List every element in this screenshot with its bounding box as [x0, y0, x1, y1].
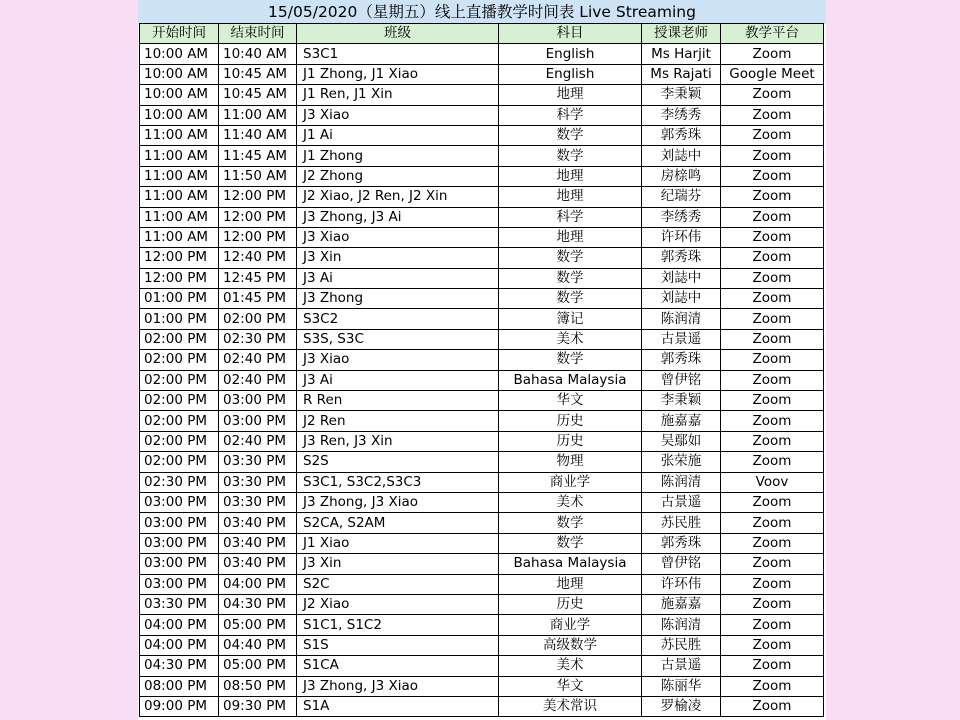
table-row — [140, 125, 824, 145]
platform-cell: Zoom — [721, 574, 824, 594]
header-end-time: 结束时间 — [219, 24, 297, 44]
teacher-cell: 李绣秀 — [642, 105, 721, 125]
table-row — [140, 594, 824, 614]
subject-cell: 华文 — [499, 391, 642, 411]
platform-cell: Voov — [721, 472, 824, 492]
platform-cell: Zoom — [721, 227, 824, 247]
teacher-cell: 房榇鸣 — [642, 166, 721, 186]
table-row — [140, 350, 824, 370]
end-time-cell: 05:00 PM — [219, 615, 297, 635]
end-time-cell: 02:40 PM — [219, 350, 297, 370]
end-time-cell: 09:30 PM — [219, 696, 297, 716]
table-row — [140, 533, 824, 553]
class-cell: J3 Ai — [297, 370, 499, 390]
platform-cell: Zoom — [721, 187, 824, 207]
teacher-cell: Ms Rajati — [642, 64, 721, 84]
teacher-cell: Ms Harjit — [642, 44, 721, 64]
schedule-body — [140, 44, 824, 717]
end-time-cell: 11:45 AM — [219, 146, 297, 166]
subject-cell: 数学 — [499, 268, 642, 288]
end-time-cell: 10:40 AM — [219, 44, 297, 64]
subject-cell: 美术常识 — [499, 696, 642, 716]
end-time-cell: 02:00 PM — [219, 309, 297, 329]
class-cell: J3 Ai — [297, 268, 499, 288]
header-subject: 科目 — [499, 24, 642, 44]
start-time-cell: 02:00 PM — [140, 391, 219, 411]
teacher-cell: 刘誌中 — [642, 146, 721, 166]
class-cell: J3 Xiao — [297, 350, 499, 370]
schedule-sheet — [138, 0, 826, 720]
platform-cell: Zoom — [721, 492, 824, 512]
subject-cell: 地理 — [499, 574, 642, 594]
start-time-cell: 11:00 AM — [140, 166, 219, 186]
teacher-cell: 刘誌中 — [642, 289, 721, 309]
start-time-cell: 11:00 AM — [140, 227, 219, 247]
teacher-cell: 李秉颖 — [642, 85, 721, 105]
header-class: 班级 — [297, 24, 499, 44]
class-cell: S3C1 — [297, 44, 499, 64]
table-row — [140, 207, 824, 227]
table-row — [140, 492, 824, 512]
end-time-cell: 03:30 PM — [219, 472, 297, 492]
subject-cell: 数学 — [499, 513, 642, 533]
teacher-cell: 曾伊铭 — [642, 370, 721, 390]
platform-cell: Zoom — [721, 146, 824, 166]
table-row — [140, 166, 824, 186]
platform-cell: Zoom — [721, 594, 824, 614]
end-time-cell: 11:40 AM — [219, 125, 297, 145]
end-time-cell: 12:00 PM — [219, 207, 297, 227]
teacher-cell: 施嘉嘉 — [642, 594, 721, 614]
start-time-cell: 02:30 PM — [140, 472, 219, 492]
table-row — [140, 248, 824, 268]
class-cell: J3 Zhong, J3 Xiao — [297, 492, 499, 512]
start-time-cell: 01:00 PM — [140, 309, 219, 329]
class-cell: S3C1, S3C2,S3C3 — [297, 472, 499, 492]
start-time-cell: 03:30 PM — [140, 594, 219, 614]
platform-cell: Zoom — [721, 452, 824, 472]
class-cell: J2 Ren — [297, 411, 499, 431]
class-cell: J2 Xiao, J2 Ren, J2 Xin — [297, 187, 499, 207]
platform-cell: Google Meet — [721, 64, 824, 84]
platform-cell: Zoom — [721, 411, 824, 431]
table-row — [140, 635, 824, 655]
table-row — [140, 85, 824, 105]
table-row — [140, 187, 824, 207]
class-cell: S2CA, S2AM — [297, 513, 499, 533]
subject-cell: 数学 — [499, 248, 642, 268]
start-time-cell: 09:00 PM — [140, 696, 219, 716]
teacher-cell: 古景遥 — [642, 492, 721, 512]
end-time-cell: 08:50 PM — [219, 676, 297, 696]
subject-cell: 历史 — [499, 411, 642, 431]
table-row — [140, 656, 824, 676]
subject-cell: 数学 — [499, 146, 642, 166]
end-time-cell: 03:40 PM — [219, 554, 297, 574]
teacher-cell: 陈润清 — [642, 472, 721, 492]
platform-cell: Zoom — [721, 635, 824, 655]
end-time-cell: 02:30 PM — [219, 329, 297, 349]
table-row — [140, 431, 824, 451]
subject-cell: Bahasa Malaysia — [499, 370, 642, 390]
schedule-title: 15/05/2020（星期五）线上直播教学时间表 Live Streaming — [138, 0, 826, 24]
teacher-cell: 许环伟 — [642, 227, 721, 247]
platform-cell: Zoom — [721, 615, 824, 635]
teacher-cell: 郭秀珠 — [642, 125, 721, 145]
platform-cell: Zoom — [721, 166, 824, 186]
start-time-cell: 10:00 AM — [140, 85, 219, 105]
subject-cell: 数学 — [499, 125, 642, 145]
teacher-cell: 郭秀珠 — [642, 533, 721, 553]
platform-cell: Zoom — [721, 370, 824, 390]
class-cell: S3S, S3C — [297, 329, 499, 349]
class-cell: J3 Zhong, J3 Xiao — [297, 676, 499, 696]
end-time-cell: 02:40 PM — [219, 431, 297, 451]
table-row — [140, 146, 824, 166]
table-row — [140, 329, 824, 349]
end-time-cell: 11:00 AM — [219, 105, 297, 125]
class-cell: J1 Zhong, J1 Xiao — [297, 64, 499, 84]
subject-cell: 科学 — [499, 207, 642, 227]
end-time-cell: 12:00 PM — [219, 227, 297, 247]
platform-cell: Zoom — [721, 656, 824, 676]
end-time-cell: 04:30 PM — [219, 594, 297, 614]
header-start-time: 开始时间 — [140, 24, 219, 44]
schedule-table — [139, 23, 824, 717]
class-cell: J2 Zhong — [297, 166, 499, 186]
table-row — [140, 472, 824, 492]
start-time-cell: 10:00 AM — [140, 64, 219, 84]
platform-cell: Zoom — [721, 309, 824, 329]
platform-cell: Zoom — [721, 289, 824, 309]
end-time-cell: 12:40 PM — [219, 248, 297, 268]
start-time-cell: 11:00 AM — [140, 125, 219, 145]
platform-cell: Zoom — [721, 125, 824, 145]
platform-cell: Zoom — [721, 105, 824, 125]
teacher-cell: 苏民胜 — [642, 635, 721, 655]
end-time-cell: 04:40 PM — [219, 635, 297, 655]
teacher-cell: 张荣施 — [642, 452, 721, 472]
teacher-cell: 许环伟 — [642, 574, 721, 594]
class-cell: S2C — [297, 574, 499, 594]
class-cell: J3 Zhong, J3 Ai — [297, 207, 499, 227]
table-row — [140, 64, 824, 84]
teacher-cell: 古景遥 — [642, 656, 721, 676]
class-cell: J3 Xiao — [297, 227, 499, 247]
subject-cell: 数学 — [499, 289, 642, 309]
end-time-cell: 10:45 AM — [219, 85, 297, 105]
end-time-cell: 05:00 PM — [219, 656, 297, 676]
teacher-cell: 曾伊铭 — [642, 554, 721, 574]
start-time-cell: 02:00 PM — [140, 411, 219, 431]
platform-cell: Zoom — [721, 533, 824, 553]
teacher-cell: 陈润清 — [642, 309, 721, 329]
teacher-cell: 刘誌中 — [642, 268, 721, 288]
class-cell: J3 Xin — [297, 248, 499, 268]
table-row — [140, 227, 824, 247]
start-time-cell: 10:00 AM — [140, 105, 219, 125]
teacher-cell: 李绣秀 — [642, 207, 721, 227]
table-row — [140, 676, 824, 696]
platform-cell: Zoom — [721, 350, 824, 370]
class-cell: J1 Ren, J1 Xin — [297, 85, 499, 105]
table-row — [140, 615, 824, 635]
end-time-cell: 02:40 PM — [219, 370, 297, 390]
end-time-cell: 03:00 PM — [219, 411, 297, 431]
platform-cell: Zoom — [721, 329, 824, 349]
end-time-cell: 03:30 PM — [219, 492, 297, 512]
table-row — [140, 513, 824, 533]
subject-cell: 数学 — [499, 533, 642, 553]
teacher-cell: 吴鄢如 — [642, 431, 721, 451]
platform-cell: Zoom — [721, 391, 824, 411]
subject-cell: 地理 — [499, 85, 642, 105]
end-time-cell: 01:45 PM — [219, 289, 297, 309]
start-time-cell: 03:00 PM — [140, 574, 219, 594]
class-cell: S2S — [297, 452, 499, 472]
subject-cell: 簿记 — [499, 309, 642, 329]
class-cell: J3 Zhong — [297, 289, 499, 309]
class-cell: J3 Xin — [297, 554, 499, 574]
table-row — [140, 391, 824, 411]
teacher-cell: 陈丽华 — [642, 676, 721, 696]
table-row — [140, 696, 824, 716]
start-time-cell: 01:00 PM — [140, 289, 219, 309]
subject-cell: 华文 — [499, 676, 642, 696]
class-cell: J1 Zhong — [297, 146, 499, 166]
teacher-cell: 李秉颖 — [642, 391, 721, 411]
start-time-cell: 11:00 AM — [140, 207, 219, 227]
start-time-cell: 11:00 AM — [140, 187, 219, 207]
subject-cell: 美术 — [499, 329, 642, 349]
start-time-cell: 12:00 PM — [140, 268, 219, 288]
class-cell: S1S — [297, 635, 499, 655]
subject-cell: 地理 — [499, 227, 642, 247]
platform-cell: Zoom — [721, 554, 824, 574]
subject-cell: Bahasa Malaysia — [499, 554, 642, 574]
subject-cell: 历史 — [499, 431, 642, 451]
class-cell: R Ren — [297, 391, 499, 411]
table-row — [140, 411, 824, 431]
platform-cell: Zoom — [721, 207, 824, 227]
table-row — [140, 105, 824, 125]
teacher-cell: 古景遥 — [642, 329, 721, 349]
table-row — [140, 309, 824, 329]
end-time-cell: 12:00 PM — [219, 187, 297, 207]
subject-cell: 商业学 — [499, 615, 642, 635]
start-time-cell: 10:00 AM — [140, 44, 219, 64]
teacher-cell: 纪瑞芬 — [642, 187, 721, 207]
start-time-cell: 02:00 PM — [140, 350, 219, 370]
start-time-cell: 04:00 PM — [140, 635, 219, 655]
class-cell: J3 Xiao — [297, 105, 499, 125]
header-row — [140, 24, 824, 44]
teacher-cell: 罗榆凌 — [642, 696, 721, 716]
start-time-cell: 04:30 PM — [140, 656, 219, 676]
platform-cell: Zoom — [721, 44, 824, 64]
header-teacher: 授课老师 — [642, 24, 721, 44]
start-time-cell: 03:00 PM — [140, 554, 219, 574]
subject-cell: 商业学 — [499, 472, 642, 492]
start-time-cell: 03:00 PM — [140, 492, 219, 512]
class-cell: S1C1, S1C2 — [297, 615, 499, 635]
end-time-cell: 10:45 AM — [219, 64, 297, 84]
table-row — [140, 268, 824, 288]
end-time-cell: 03:40 PM — [219, 513, 297, 533]
table-row — [140, 574, 824, 594]
start-time-cell: 08:00 PM — [140, 676, 219, 696]
subject-cell: 历史 — [499, 594, 642, 614]
class-cell: J2 Xiao — [297, 594, 499, 614]
subject-cell: 数学 — [499, 350, 642, 370]
teacher-cell: 苏民胜 — [642, 513, 721, 533]
end-time-cell: 03:40 PM — [219, 533, 297, 553]
end-time-cell: 12:45 PM — [219, 268, 297, 288]
subject-cell: English — [499, 44, 642, 64]
class-cell: J3 Ren, J3 Xin — [297, 431, 499, 451]
end-time-cell: 11:50 AM — [219, 166, 297, 186]
class-cell: J1 Ai — [297, 125, 499, 145]
platform-cell: Zoom — [721, 268, 824, 288]
header-platform: 教学平台 — [721, 24, 824, 44]
platform-cell: Zoom — [721, 696, 824, 716]
table-row — [140, 44, 824, 64]
platform-cell: Zoom — [721, 431, 824, 451]
platform-cell: Zoom — [721, 513, 824, 533]
start-time-cell: 02:00 PM — [140, 329, 219, 349]
platform-cell: Zoom — [721, 676, 824, 696]
table-row — [140, 452, 824, 472]
class-cell: S1A — [297, 696, 499, 716]
class-cell: S3C2 — [297, 309, 499, 329]
platform-cell: Zoom — [721, 85, 824, 105]
subject-cell: 美术 — [499, 492, 642, 512]
teacher-cell: 郭秀珠 — [642, 248, 721, 268]
subject-cell: 物理 — [499, 452, 642, 472]
class-cell: J1 Xiao — [297, 533, 499, 553]
start-time-cell: 02:00 PM — [140, 431, 219, 451]
start-time-cell: 12:00 PM — [140, 248, 219, 268]
subject-cell: 地理 — [499, 166, 642, 186]
class-cell: S1CA — [297, 656, 499, 676]
end-time-cell: 04:00 PM — [219, 574, 297, 594]
start-time-cell: 03:00 PM — [140, 513, 219, 533]
start-time-cell: 04:00 PM — [140, 615, 219, 635]
table-row — [140, 554, 824, 574]
start-time-cell: 03:00 PM — [140, 533, 219, 553]
table-row — [140, 289, 824, 309]
subject-cell: English — [499, 64, 642, 84]
teacher-cell: 郭秀珠 — [642, 350, 721, 370]
end-time-cell: 03:00 PM — [219, 391, 297, 411]
table-row — [140, 370, 824, 390]
end-time-cell: 03:30 PM — [219, 452, 297, 472]
start-time-cell: 02:00 PM — [140, 452, 219, 472]
subject-cell: 科学 — [499, 105, 642, 125]
teacher-cell: 施嘉嘉 — [642, 411, 721, 431]
subject-cell: 高级数学 — [499, 635, 642, 655]
teacher-cell: 陈润清 — [642, 615, 721, 635]
start-time-cell: 11:00 AM — [140, 146, 219, 166]
start-time-cell: 02:00 PM — [140, 370, 219, 390]
subject-cell: 地理 — [499, 187, 642, 207]
subject-cell: 美术 — [499, 656, 642, 676]
platform-cell: Zoom — [721, 248, 824, 268]
